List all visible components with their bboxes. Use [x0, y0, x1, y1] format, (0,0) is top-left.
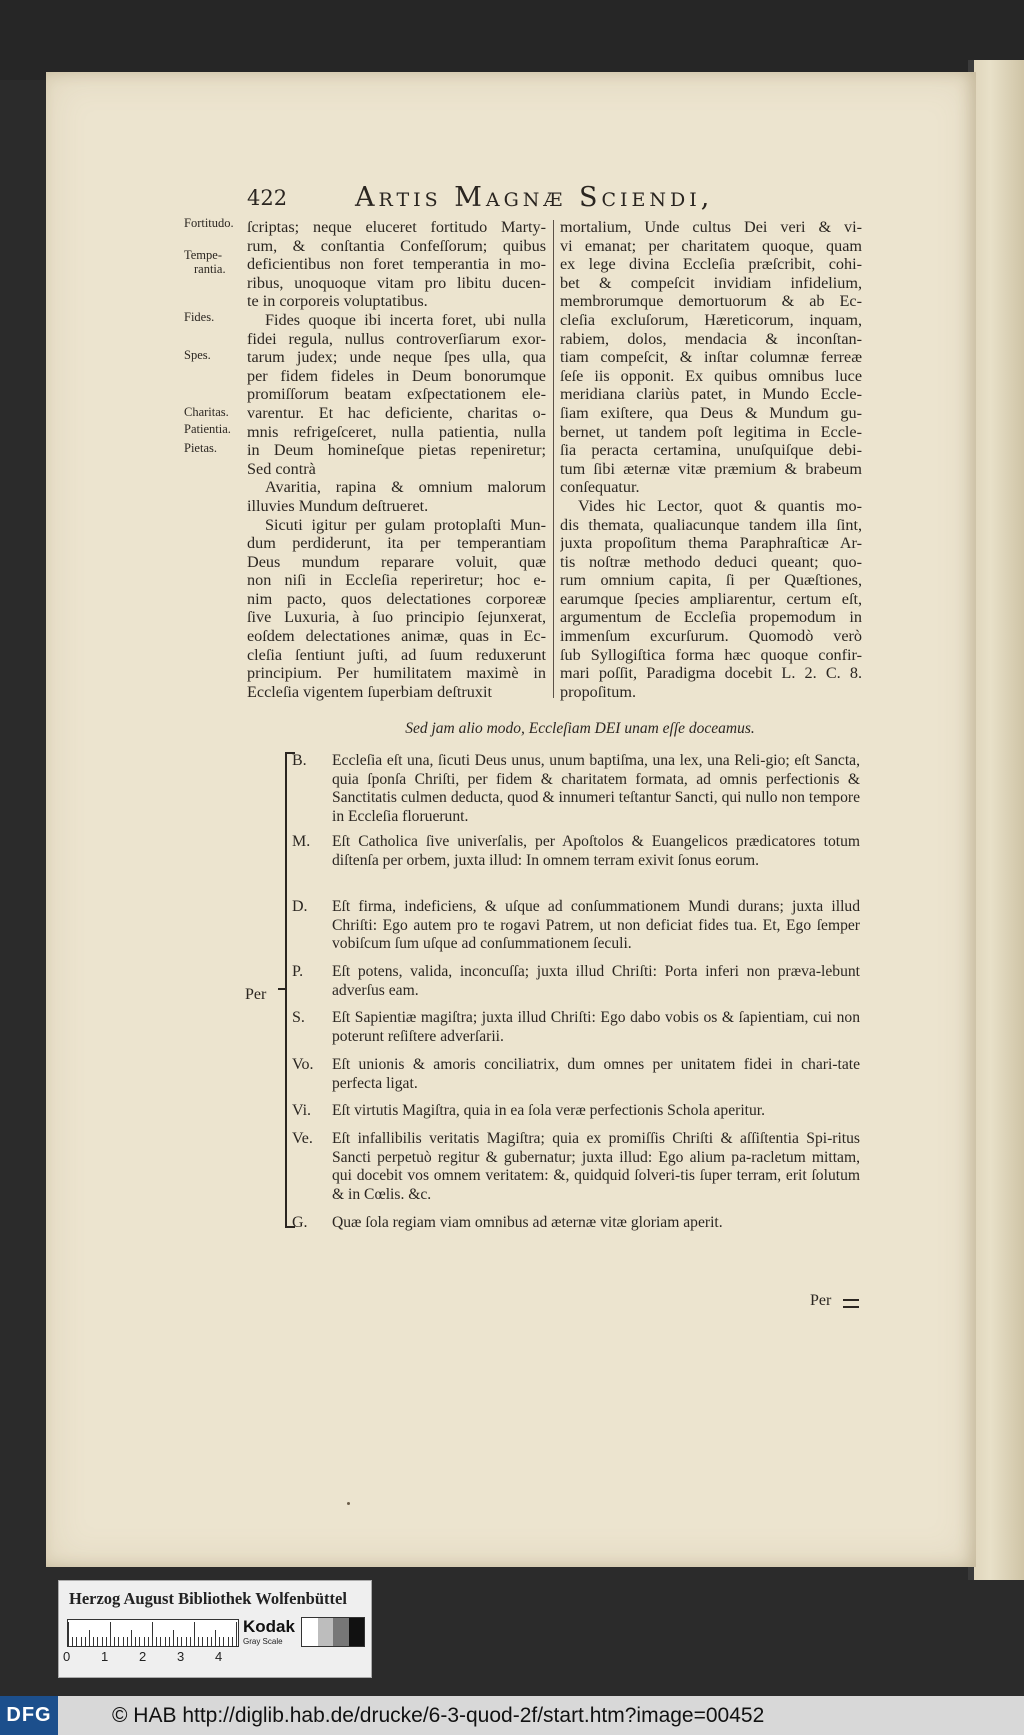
ruler-tick: [68, 1622, 69, 1646]
ruler-number: 2: [139, 1649, 147, 1664]
brace-label: Per: [245, 986, 267, 1003]
entry-text: Eſt firma, indeficiens, & uſque ad conſummationem Mundi durans; juxta illud Chriſti: Ego autem pro te rogavi Patrem, ut non deficiat fides tua. Et, Ego ſemper vobiſcum ſum uſque ad conſummationem ſeculi.: [332, 898, 860, 953]
ruler-number: 1: [101, 1649, 109, 1664]
text-line: per fidem fideles in Deum bonorumque: [247, 366, 546, 385]
ruler-tick: [131, 1630, 132, 1646]
brace-tip: [278, 988, 287, 990]
ruler-tick: [165, 1637, 166, 1646]
ruler-tick: [123, 1637, 124, 1646]
text-line: Sicuti igitur per gulam protoplaſti Mun-: [265, 515, 546, 534]
margin-note: Pietas.: [184, 441, 217, 455]
text-line: mortalium, Unde cultus Dei veri & vi-: [560, 218, 862, 236]
ruler-number: 0: [63, 1649, 71, 1664]
margin-note: Tempe-: [184, 248, 222, 262]
source-url[interactable]: © HAB http://diglib.hab.de/drucke/6-3-quod-2f/start.htm?image=00452: [112, 1704, 765, 1727]
text-line: tarum judex; unde neque ſpes ulla, qua: [247, 348, 546, 367]
text-line: ſive Luxuria, à ſuo principio ſejunxerat,: [247, 608, 546, 627]
text-line: argumentum de Eccleſia propemodum in: [560, 608, 862, 627]
text-line: Eccleſia vigentem ſuperbiam deſtruxit: [247, 682, 492, 701]
margin-note: Patientia.: [184, 422, 231, 436]
text-line: rum, & conſtantia Confeſſorum; quibus: [247, 236, 546, 255]
text-line: ſcriptas; neque eluceret fortitudo Marty-: [247, 218, 546, 236]
entry-letter: Ve.: [292, 1130, 313, 1147]
entry-letter: P.: [292, 963, 304, 980]
entry-letter: M.: [292, 833, 311, 850]
ruler-tick: [202, 1637, 203, 1646]
column-rule: [553, 220, 554, 698]
entry-letter: Vo.: [292, 1056, 314, 1073]
color-scale-card: [58, 1580, 372, 1678]
ruler-tick: [118, 1637, 119, 1646]
text-line: ſia peracta certamina, unuſquiſque debi-: [560, 441, 862, 460]
text-line: ex lege divina Eccleſia præſcribit, cohi-: [560, 255, 862, 274]
entry-text: Eccleſia eſt una, ſicuti Deus unus, unum baptiſma, una lex, una Reli-gio; eſt Sancta, quia ſponſa Chriſti, per fidem & charitatem formata, ad omnis perfectionis & Sanctitatis culmen deducta, quod & innumeri teſtantur Sancti, qui nullo non tempore in Eccleſia floruerunt.: [332, 752, 860, 825]
text-line: cleſia ſentiunt juſti, ad ſuum reduxerunt: [247, 645, 546, 664]
entry-letter: G.: [292, 1214, 308, 1231]
text-line: Vides hic Lector, quot & quantis mo-: [578, 496, 862, 515]
text-line: dis themata, qualiacunque tandem illa ſint,: [560, 515, 862, 534]
ruler-tick: [81, 1637, 82, 1646]
margin-note: Fortitudo.: [184, 216, 234, 230]
text-line: Avaritia, rapina & omnium malorum: [265, 478, 546, 497]
ruler-tick: [93, 1637, 94, 1646]
text-line: ſeſe iis opponit. Ex quibus omnibus luce: [560, 366, 862, 385]
text-line: Sed contrà: [247, 459, 316, 478]
ruler-tick: [160, 1637, 161, 1646]
entry-letter: Vi.: [292, 1102, 312, 1119]
text-line: cleſia excluſorum, Hæreticorum, inquam,: [560, 310, 862, 329]
text-column-left: [247, 218, 546, 701]
page-number: 422: [247, 186, 288, 210]
text-line: bernet, ut tandem poſt legitima in Eccle-: [560, 422, 862, 441]
ruler-icon: [67, 1619, 239, 1647]
ruler-tick: [89, 1630, 90, 1646]
ruler-tick: [173, 1630, 174, 1646]
ruler-tick: [186, 1637, 187, 1646]
text-line: immenſum excurſurum. Quomodò verò: [560, 627, 862, 646]
text-line: tiam compeſcit, & inſtar columnæ ferreæ: [560, 348, 862, 367]
text-line: Deus mundum reparare voluit, quæ: [247, 552, 546, 571]
text-column-right: [560, 218, 862, 701]
text-line: in Deum homineſque pietas repeniretur;: [247, 441, 546, 460]
ruler-tick: [169, 1637, 170, 1646]
library-name: Herzog August Bibliothek Wolfenbüttel: [69, 1589, 347, 1608]
text-line: varentur. Et hac deficiente, charitas o-: [247, 403, 546, 422]
ruler-tick: [232, 1637, 233, 1646]
facing-page-edge: [968, 60, 1024, 1580]
ruler-tick: [223, 1637, 224, 1646]
entry-text: Eſt potens, valida, inconcuſſa; juxta illud Chriſti: Porta inferi non præva-lebunt adverſus eam.: [332, 963, 860, 999]
ruler-tick: [127, 1637, 128, 1646]
entry-letter: S.: [292, 1009, 305, 1026]
ruler-tick: [194, 1622, 195, 1646]
kodak-brand: Kodak: [243, 1617, 295, 1636]
gray-scale-patches: [301, 1617, 365, 1647]
gray-patch: [349, 1618, 365, 1646]
text-line: membrorumque demortuorum & ab Ec-: [560, 292, 862, 311]
gray-scale-label: Gray Scale: [243, 1637, 283, 1646]
text-line: te in corporeis voluptatibus.: [247, 292, 428, 311]
margin-note: Charitas.: [184, 405, 229, 419]
entry-text: Eſt infallibilis veritatis Magiſtra; quia ex promiſſis Chriſti & aſſiſtentia Spi-ritus Sancti perpetuò regitur & gubernatur; juxta illud: Ego alium pa-racletum mittam, qui docebit vos omnem veritatem: &, quidquid ſolveri-tis ſuper terram, erit ſolutum & in Cœlis. &c.: [332, 1130, 860, 1203]
ruler-tick: [156, 1637, 157, 1646]
entry-letter: B.: [292, 752, 307, 769]
entry-text: Quæ ſola regiam viam omnibus ad æternæ vitæ gloriam aperit.: [332, 1214, 723, 1231]
text-line: principium. Per humilitatem maximè in: [247, 664, 546, 683]
text-line: ſiam exiſtere, qua Deus & Mundum gu-: [560, 403, 862, 422]
ruler-tick: [148, 1637, 149, 1646]
running-title: Artis Magnæ Sciendi,: [355, 182, 714, 213]
ruler-tick: [144, 1637, 145, 1646]
page-header: [247, 182, 867, 216]
ruler-tick: [72, 1637, 73, 1646]
ruler-tick: [97, 1637, 98, 1646]
margin-note: Spes.: [184, 348, 211, 362]
text-line: fidei regula, nullus controverſiarum exor-: [247, 329, 546, 348]
ruler-tick: [198, 1637, 199, 1646]
ruler-tick: [110, 1622, 111, 1646]
text-line: tum ſibi æternæ vitæ præmium & brabeum: [560, 459, 862, 478]
ruler-tick: [114, 1637, 115, 1646]
ruler-tick: [139, 1637, 140, 1646]
entry-text: Eſt Sapientiæ magiſtra; juxta illud Chriſti: Ego dabo vobis os & ſapientiam, cui non poterunt reſiſtere adverſarii.: [332, 1009, 860, 1045]
text-line: promiſſorum beatam exſpectationem ele-: [247, 385, 546, 404]
text-line: conſequatur.: [560, 478, 640, 497]
text-line: mnis refrigeſceret, nulla patientia, nulla: [247, 422, 546, 441]
margin-note: Fides.: [184, 310, 215, 324]
text-line: vi emanat; per charitatem quoque, quam: [560, 236, 862, 255]
paper-speck: [347, 1502, 350, 1505]
text-line: bet & compeſcit invidiam infidelium,: [560, 273, 862, 292]
ruler-tick: [177, 1637, 178, 1646]
ruler-tick: [236, 1622, 237, 1646]
entry-letter: D.: [292, 898, 308, 915]
text-line: mari poſſit, Paradigma docebit L. 2. C. 8.: [560, 664, 862, 683]
catchword-mark: [843, 1299, 859, 1308]
ruler-tick: [85, 1637, 86, 1646]
ruler-tick: [211, 1637, 212, 1646]
text-line: rum omnium capita, ſi per Quæſtiones,: [560, 571, 862, 590]
ruler-number: 4: [215, 1649, 223, 1664]
margin-note: rantia.: [194, 262, 226, 276]
text-line: ſub Syllogiſtica forma hæc quoque confir-: [560, 645, 862, 664]
text-line: juxta propoſitum thema Paraphraſticæ Ar-: [560, 534, 862, 553]
entry-text: Eſt Catholica ſive univerſalis, per Apoſtolos & Euangelicos prædicatores totum diſtenſa per orbem, juxta illud: In omnem terram exivit ſonus eorum.: [332, 833, 860, 869]
text-line: meridiana clariùs patet, in Mundo Eccle-: [560, 385, 862, 404]
text-line: deficientibus non foret temperantia in mo-: [247, 255, 546, 274]
ruler-tick: [152, 1622, 153, 1646]
gray-patch: [318, 1618, 334, 1646]
entry-text: Eſt virtutis Magiſtra, quia in ea ſola veræ perfectionis Schola aperitur.: [332, 1102, 766, 1119]
text-line: Fides quoque ibi incerta foret, ubi nulla: [265, 310, 546, 329]
gray-patch: [333, 1618, 349, 1646]
section-subtitle: Sed jam alio modo, Eccleſiam DEI unam eſſe doceamus.: [405, 720, 755, 737]
text-line: earumque ſpecies ampliarentur, certum eſt,: [560, 589, 862, 608]
ruler-tick: [102, 1637, 103, 1646]
text-line: ribus, unoquoque vitam pro libitu ducen-: [247, 273, 546, 292]
ruler-tick: [219, 1637, 220, 1646]
text-line: non niſi in Eccleſia reperiretur; hoc e-: [247, 571, 546, 590]
text-line: nim pacto, quos delectationes corporeæ: [247, 589, 546, 608]
catchword: Per: [810, 1292, 832, 1309]
ruler-tick: [181, 1637, 182, 1646]
text-line: propoſitum.: [560, 682, 636, 701]
ruler-tick: [207, 1637, 208, 1646]
dfg-logo[interactable]: DFG: [0, 1696, 58, 1735]
text-line: tis noſtræ methodo deduci queant; quo-: [560, 552, 862, 571]
text-line: dum perdiderunt, ita per temperantiam: [247, 534, 546, 553]
ruler-tick: [76, 1637, 77, 1646]
scan-background: [0, 0, 1024, 80]
ruler-tick: [228, 1637, 229, 1646]
gray-patch: [302, 1618, 318, 1646]
ruler-tick: [106, 1637, 107, 1646]
text-line: rabiem, dolos, mendacia & inconſtan-: [560, 329, 862, 348]
ruler-number: 3: [177, 1649, 185, 1664]
text-line: eoſdem delectationes animæ, quas in Ec-: [247, 627, 546, 646]
ruler-tick: [215, 1630, 216, 1646]
entry-text: Eſt unionis & amoris conciliatrix, dum omnes per unitatem fidei in chari-tate perfecta ligat.: [332, 1056, 860, 1092]
ruler-tick: [190, 1637, 191, 1646]
text-line: illuvies Mundum deſtrueret.: [247, 496, 429, 515]
viewer-footer: [0, 1696, 1024, 1735]
ruler-tick: [135, 1637, 136, 1646]
